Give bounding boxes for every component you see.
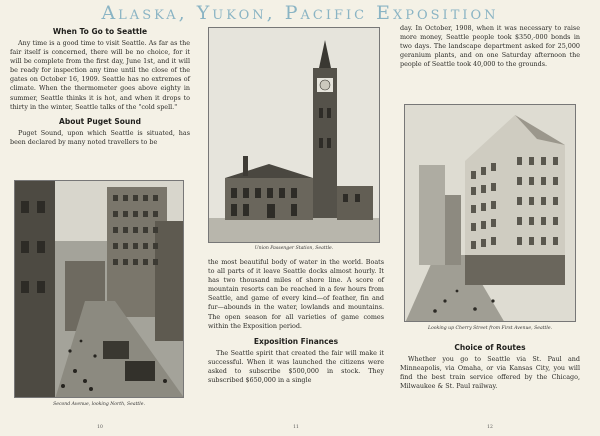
exposition-banner: Alaska, Yukon, Pacific Exposition [101,2,499,24]
photo-union-passenger-station [208,27,380,243]
caption-second-avenue: Second Avenue, looking North, Seattle. [53,402,145,407]
caption-cherry-street: Looking up Cherry Street from First Avenue, Seattle. [427,326,553,331]
page-number-12: 12 [487,425,493,430]
paragraph-when-to-go: Any time is a good time to visit Seattle. As far as the fair itself is concerned, there will be no choice, for it will be complete from the first day, June 1st, and it will be ready for inspection any time until the close of the gates on October 16, 1909. Seattle has no extremes of climate. When the thermometer goes above eighty in summer, Seattle thinks it is hot, and when it drops to thirty in the winter, Seattle talks of the "cold spell." [10,39,190,111]
photo-second-avenue [14,180,184,398]
paragraph-choice-of-routes: Whether you go to Seattle via St. Paul and Minneapolis, via Omaha, or via Kansas City, you will find the best train service offered by the Chicago, Milwaukee & St. Paul railway. [400,355,580,391]
street-scene-illustration [15,181,184,398]
paragraph-finances-cont: day. In October, 1908, when it was necessary to raise more money, Seattle people took $350,-000 bonds in two days. The landscape department asked for 25,000 geranium plants, and on one Saturday afternoon the people of Seattle took 40,000 to the grounds. [400,24,580,69]
page-number-11: 11 [293,425,299,430]
cherry-street-illustration [405,105,576,322]
page-12-routes [400,340,580,436]
caption-union-station: Union Passenger Station, Seattle. [254,246,334,251]
heading-exposition-finances: Exposition Finances [253,336,339,346]
page-number-10: 10 [97,425,103,430]
heading-choice-of-routes: Choice of Routes [454,343,526,352]
heading-when-to-go: When To Go to Seattle [52,27,148,36]
station-illustration [209,28,380,243]
paragraph-puget-sound-cont: the most beautiful body of water in the world. Boats to all parts of it leave Seattle docks almost hourly. It has two thousand miles of shore line. A score of mountain resorts can be reached in a few hours from Seattle, and game of every kind—of feather, fin and fur—abounds in the water, lowlands and mountains. The open season for all varieties of game comes within the Exposition period. [208,258,384,330]
photo-cherry-street [404,104,576,322]
paragraph-puget-sound: Puget Sound, upon which Seattle is situated, has been declared by many noted travellers to be [10,128,190,146]
page-11-column [208,258,384,436]
heading-about-puget-sound: About Puget Sound [59,116,141,126]
paragraph-exposition-finances: The Seattle spirit that created the fair will make it successful. When it was launched the citizens were asked to subscribe $500,000 in stock. They subscribed $650,000 in a single [208,348,384,385]
